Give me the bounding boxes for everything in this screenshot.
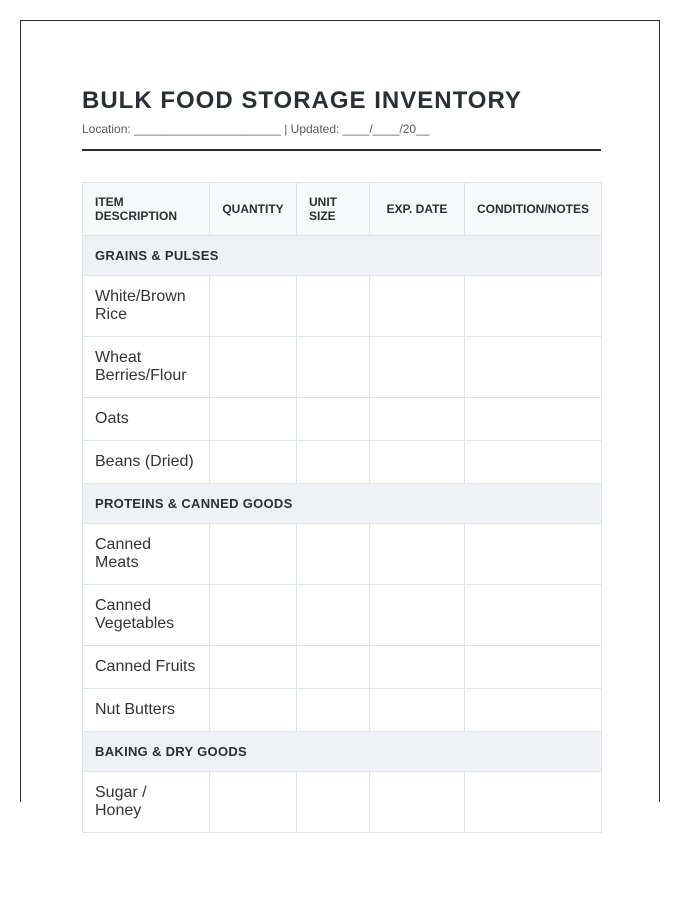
section-row xyxy=(83,236,602,276)
item-name: Oats xyxy=(83,398,210,441)
notes-cell[interactable] xyxy=(465,689,602,732)
item-name: Beans (Dried) xyxy=(83,441,210,484)
exp-date-cell[interactable] xyxy=(370,441,465,484)
exp-date-cell[interactable] xyxy=(370,276,465,337)
header-condition-notes: CONDITION/NOTES xyxy=(465,183,602,236)
quantity-cell[interactable] xyxy=(210,441,297,484)
quantity-cell[interactable] xyxy=(210,585,297,646)
unit-size-cell[interactable] xyxy=(297,689,370,732)
header-exp-date: EXP. DATE xyxy=(370,183,465,236)
quantity-cell[interactable] xyxy=(210,646,297,689)
inventory-table xyxy=(82,182,602,833)
exp-date-cell[interactable] xyxy=(370,646,465,689)
item-name: Nut Butters xyxy=(83,689,210,732)
exp-date-cell[interactable] xyxy=(370,585,465,646)
unit-size-cell[interactable] xyxy=(297,585,370,646)
item-name: White/Brown Rice xyxy=(83,276,210,337)
quantity-cell[interactable] xyxy=(210,337,297,398)
table-row xyxy=(83,441,602,484)
notes-cell[interactable] xyxy=(465,441,602,484)
quantity-cell[interactable] xyxy=(210,524,297,585)
exp-date-cell[interactable] xyxy=(370,337,465,398)
notes-cell[interactable] xyxy=(465,398,602,441)
table-row xyxy=(83,524,602,585)
section-row xyxy=(83,732,602,772)
notes-cell[interactable] xyxy=(465,276,602,337)
notes-cell[interactable] xyxy=(465,524,602,585)
unit-size-cell[interactable] xyxy=(297,276,370,337)
unit-size-cell[interactable] xyxy=(297,646,370,689)
table-row xyxy=(83,276,602,337)
table-header-row xyxy=(83,183,602,236)
exp-date-cell[interactable] xyxy=(370,398,465,441)
quantity-cell[interactable] xyxy=(210,772,297,833)
section-row xyxy=(83,484,602,524)
inventory-page xyxy=(20,20,660,819)
quantity-cell[interactable] xyxy=(210,276,297,337)
location-updated-line: Location: ______________________ | Updated: ____/____/20__ xyxy=(82,122,430,136)
item-name: Sugar / Honey xyxy=(83,772,210,833)
item-name: Canned Fruits xyxy=(83,646,210,689)
table-row xyxy=(83,772,602,833)
section-title: GRAINS & PULSES xyxy=(83,236,602,276)
section-title: PROTEINS & CANNED GOODS xyxy=(83,484,602,524)
header-quantity: QUANTITY xyxy=(210,183,297,236)
unit-size-cell[interactable] xyxy=(297,398,370,441)
quantity-cell[interactable] xyxy=(210,398,297,441)
item-name: Canned Vegetables xyxy=(83,585,210,646)
unit-size-cell[interactable] xyxy=(297,772,370,833)
table-row xyxy=(83,398,602,441)
unit-size-cell[interactable] xyxy=(297,337,370,398)
exp-date-cell[interactable] xyxy=(370,689,465,732)
table-row xyxy=(83,646,602,689)
table-row xyxy=(83,337,602,398)
item-name: Wheat Berries/Flour xyxy=(83,337,210,398)
table-row xyxy=(83,689,602,732)
table-row xyxy=(83,585,602,646)
title-divider xyxy=(82,149,601,151)
exp-date-cell[interactable] xyxy=(370,524,465,585)
document-title: BULK FOOD STORAGE INVENTORY xyxy=(82,87,522,114)
notes-cell[interactable] xyxy=(465,337,602,398)
header-unit-size: UNIT SIZE xyxy=(297,183,370,236)
notes-cell[interactable] xyxy=(465,646,602,689)
quantity-cell[interactable] xyxy=(210,689,297,732)
header-item-description: ITEM DESCRIPTION xyxy=(83,183,210,236)
notes-cell[interactable] xyxy=(465,772,602,833)
unit-size-cell[interactable] xyxy=(297,441,370,484)
section-title: BAKING & DRY GOODS xyxy=(83,732,602,772)
item-name: Canned Meats xyxy=(83,524,210,585)
notes-cell[interactable] xyxy=(465,585,602,646)
exp-date-cell[interactable] xyxy=(370,772,465,833)
unit-size-cell[interactable] xyxy=(297,524,370,585)
